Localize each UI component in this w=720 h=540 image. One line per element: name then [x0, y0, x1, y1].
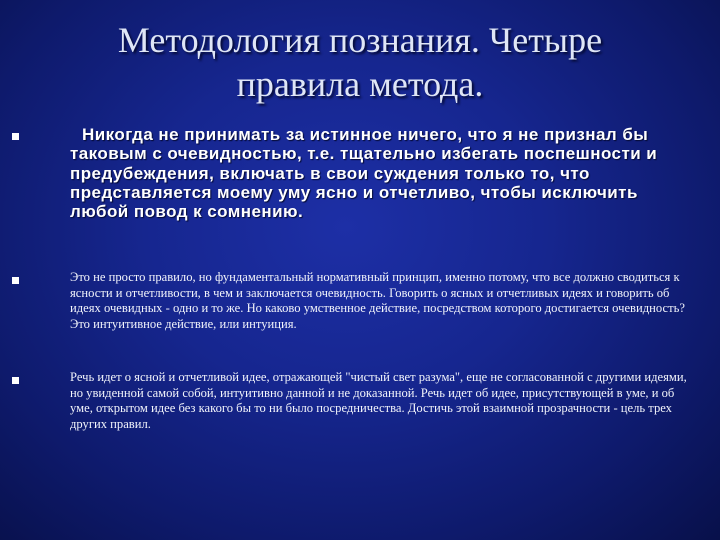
square-bullet-icon — [12, 133, 19, 140]
slide-title — [60, 18, 660, 106]
square-bullet-icon — [12, 277, 19, 284]
bullet-text-idea: Речь идет о ясной и отчетливой идее, отражающей "чистый свет разума", еще не согласованной с другими идеями, но увиденной самой собой, интуитивно данной и не доказанной. Речь идет об идее, присутствующей в уме, и об уме, открытом идее без какого бы то ни было посредничества. Достичь этой взаимной прозрачности - цель трех других правил. — [70, 370, 687, 431]
square-bullet-icon — [12, 377, 19, 384]
title-line-2: правила метода. — [236, 64, 484, 104]
title-line-1: Методология познания. Четыре — [117, 20, 603, 60]
bullet-text-principle: Это не просто правило, но фундаментальный нормативный принцип, именно потому, что все должно сводиться к ясности и отчетливости, в чем и заключается очевидность. Говорить о ясных и отчетливых идеях и говорить об идеях очевидных - одно и то же. Но каково умственное действие, посредством которого достигается очевидность? Это интуитивное действие, или интуиция. — [70, 270, 685, 331]
bullet-text-rule: Никогда не принимать за истинное ничего, что я не признал бы таковым с очевидностью, т.е. тщательно избегать поспешности и предубеждения, включать в свои суждения только то, что представляется моему уму ясно и отчетливо, чтобы исключить любой повод к сомнению. — [70, 125, 658, 222]
